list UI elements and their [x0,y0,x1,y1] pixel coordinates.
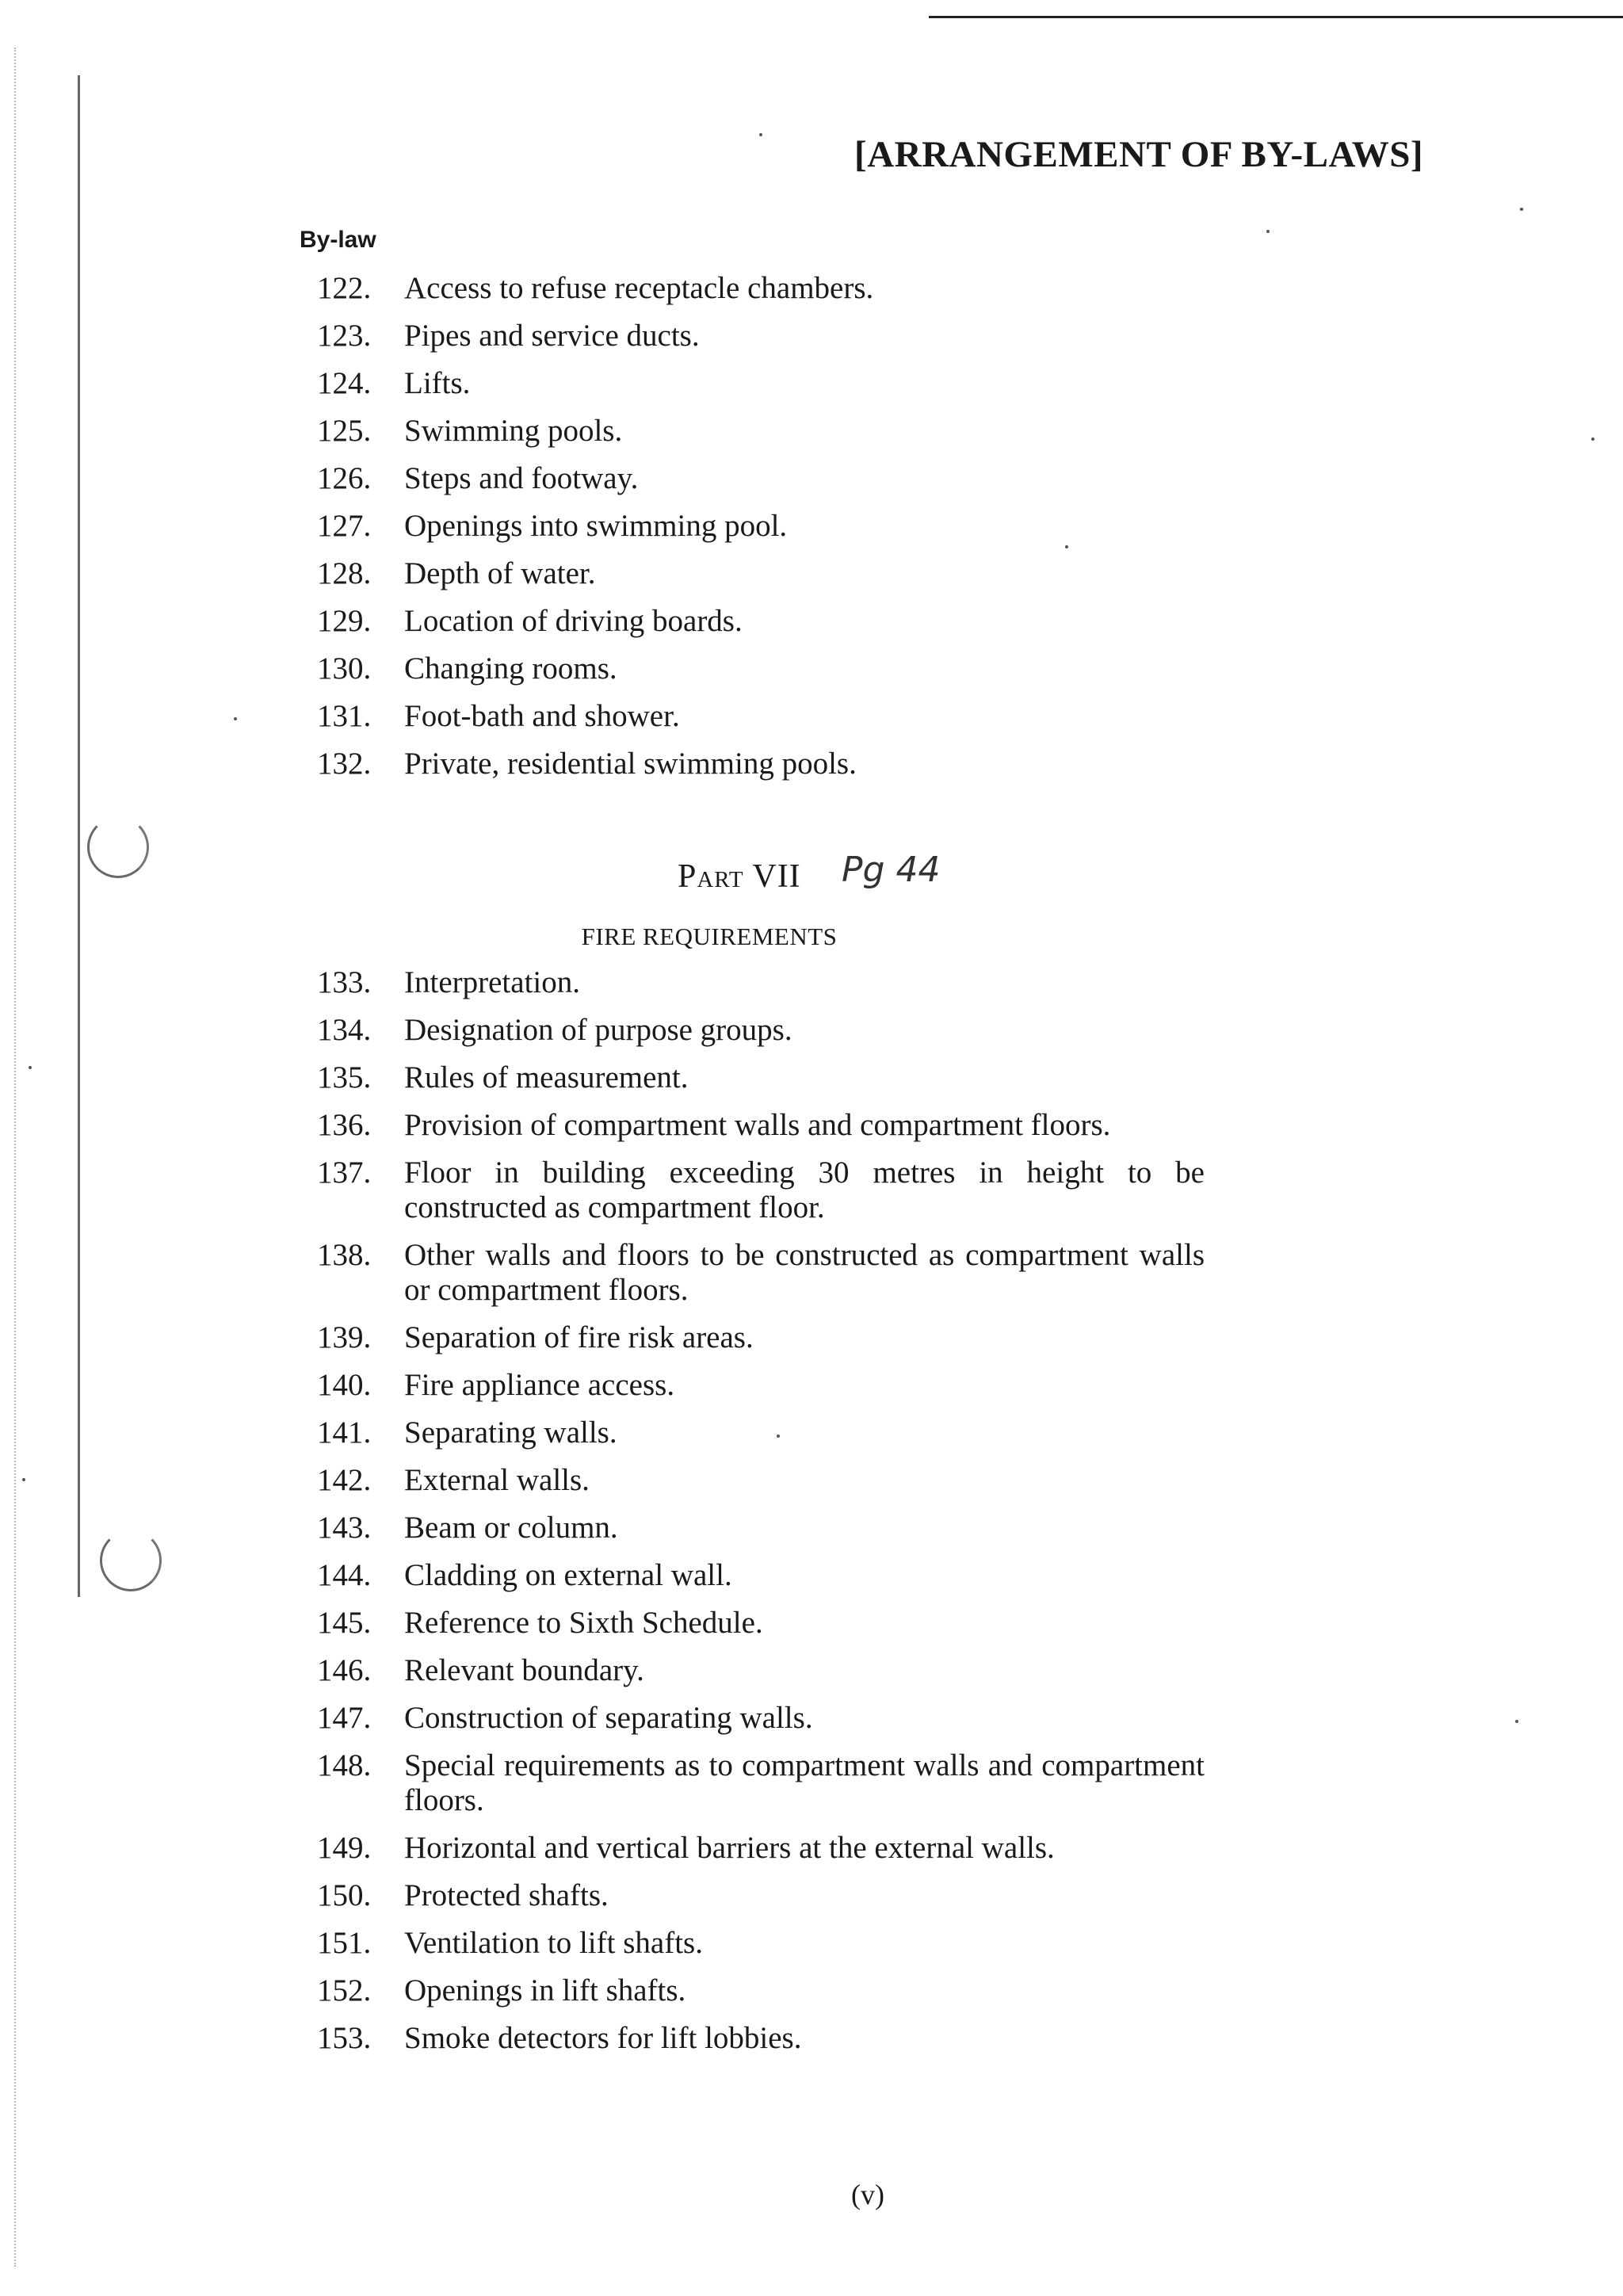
scan-speck [234,717,237,720]
binding-margin-line [78,75,80,1597]
bylaw-column-label: By-law [300,227,376,253]
list-item [317,414,1205,449]
bylaw-number: 139. [317,1320,372,1354]
bylaw-title: Foot-bath and shower. [404,699,680,733]
list-item [317,1320,1205,1355]
bylaw-title: Floor in building exceeding 30 metres in height to be constructed as compartment floor. [404,1156,1205,1224]
scan-speck [22,1478,25,1481]
list-item [317,509,1205,544]
list-item [317,1415,1205,1450]
list-item [317,1238,1205,1308]
bylaw-number: 133. [317,965,372,999]
bylaw-title: Cladding on external wall. [404,1558,732,1592]
page-number: (v) [851,2179,884,2210]
bylaw-number: 138. [317,1238,372,1272]
punch-hole-icon [87,816,149,878]
bylaw-title: Rules of measurement. [404,1060,689,1095]
list-item [317,699,1205,734]
bylaw-title: Designation of purpose groups. [404,1013,792,1047]
list-item [317,461,1205,496]
bylaw-title: Smoke detectors for lift lobbies. [404,2021,802,2055]
list-item [317,1060,1205,1095]
scan-speck [1065,545,1068,548]
list-item [317,1701,1205,1736]
bylaw-number: 136. [317,1108,372,1142]
bylaw-number: 150. [317,1878,372,1912]
punch-hole-icon [100,1530,162,1591]
bylaw-title: Relevant boundary. [404,1653,644,1687]
bylaw-number: 135. [317,1060,372,1095]
list-item [317,1368,1205,1403]
bylaw-number: 153. [317,2021,372,2055]
bylaw-title: Fire appliance access. [404,1368,675,1402]
bylaw-number: 122. [317,271,372,305]
handwritten-page-note: Pg 44 [842,850,941,890]
bylaw-title: Lifts. [404,366,471,400]
bylaw-title: Depth of water. [404,556,596,590]
list-item [317,651,1205,686]
list-item [317,965,1205,1000]
bylaw-title: Separating walls. [404,1415,617,1450]
section-title: FIRE REQUIREMENTS [581,923,838,950]
list-item [317,2021,1205,2056]
bylaw-number: 149. [317,1831,372,1865]
bylaw-number: 144. [317,1558,372,1592]
list-item [317,366,1205,401]
bylaw-title: Steps and footway. [404,461,639,495]
bylaw-title: Location of driving boards. [404,604,743,638]
bylaw-number: 128. [317,556,372,590]
list-item [317,1926,1205,1961]
bylaw-number: 140. [317,1368,372,1402]
scan-speck [1266,230,1270,233]
bylaw-number: 123. [317,319,372,353]
bylaw-number: 134. [317,1013,372,1047]
list-item [317,1653,1205,1688]
part-title: Part VII [678,858,801,895]
bylaw-number: 131. [317,699,372,733]
list-item [317,271,1205,306]
bylaw-title: Special requirements as to compartment walls and compartment floors. [404,1748,1205,1817]
bylaw-title: Pipes and service ducts. [404,319,700,353]
bylaw-number: 125. [317,414,372,448]
bylaw-number: 124. [317,366,372,400]
list-item [317,556,1205,591]
scan-speck [1515,1720,1518,1723]
list-item [317,1558,1205,1593]
list-item [317,604,1205,639]
list-item [317,747,1205,781]
bylaw-number: 146. [317,1653,372,1687]
bylaw-number: 148. [317,1748,372,1782]
list-item [317,1511,1205,1545]
scan-edge-dots [14,48,16,2267]
bylaw-title: External walls. [404,1463,590,1497]
bylaw-title: Horizontal and vertical barriers at the external walls. [404,1831,1055,1865]
bylaw-number: 141. [317,1415,372,1450]
list-item [317,1108,1205,1143]
bylaw-title: Beam or column. [404,1511,618,1545]
scan-speck [1520,208,1523,211]
bylaw-title: Separation of fire risk areas. [404,1320,754,1354]
top-rule [929,16,1623,18]
bylaw-number: 152. [317,1973,372,2008]
bylaw-title: Reference to Sixth Schedule. [404,1606,763,1640]
bylaw-number: 143. [317,1511,372,1545]
list-item [317,1013,1205,1048]
bylaw-title: Openings into swimming pool. [404,509,788,543]
bylaw-title: Ventilation to lift shafts. [404,1926,703,1960]
page-heading: [ARRANGEMENT OF BY-LAWS] [854,134,1423,175]
bylaw-number: 127. [317,509,372,543]
bylaw-title: Protected shafts. [404,1878,609,1912]
bylaw-number: 132. [317,747,372,781]
list-item [317,1831,1205,1866]
list-item [317,1156,1205,1225]
bylaw-number: 129. [317,604,372,638]
bylaw-number: 130. [317,651,372,686]
scan-speck [759,133,762,136]
list-item [317,1748,1205,1818]
bylaw-title: Construction of separating walls. [404,1701,813,1735]
bylaw-number: 151. [317,1926,372,1960]
bylaw-title: Access to refuse receptacle chambers. [404,271,874,305]
list-item [317,1878,1205,1913]
bylaw-title: Other walls and floors to be constructed as compartment walls or compartment floors. [404,1238,1205,1307]
scan-speck [1591,437,1594,441]
bylaw-number: 145. [317,1606,372,1640]
bylaw-title: Swimming pools. [404,414,623,448]
bylaw-number: 137. [317,1156,372,1190]
list-item [317,1973,1205,2008]
bylaw-number: 147. [317,1701,372,1735]
bylaw-title: Interpretation. [404,965,580,999]
list-item [317,1463,1205,1498]
bylaw-title: Changing rooms. [404,651,617,686]
list-item [317,1606,1205,1641]
bylaw-title: Private, residential swimming pools. [404,747,857,781]
bylaw-title: Openings in lift shafts. [404,1973,686,2008]
bylaw-number: 142. [317,1463,372,1497]
bylaw-number: 126. [317,461,372,495]
scan-speck [29,1066,32,1069]
bylaw-title: Provision of compartment walls and compartment floors. [404,1108,1111,1142]
list-item [317,319,1205,353]
